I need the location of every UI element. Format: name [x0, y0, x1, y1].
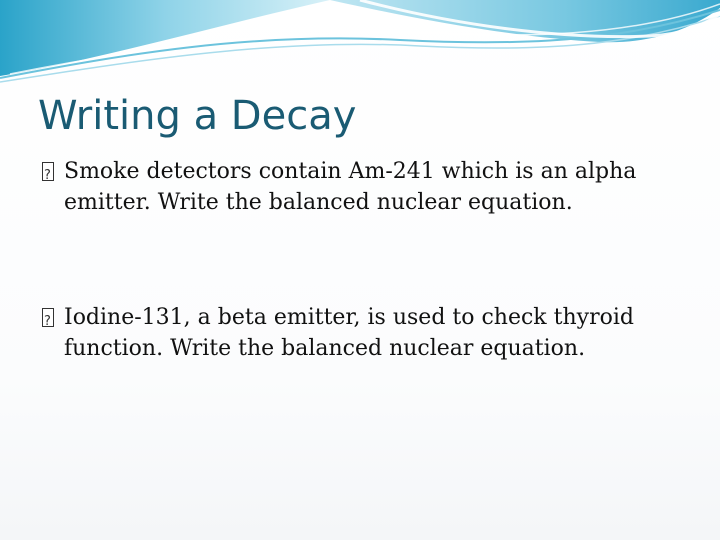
bullet-text: Iodine-131, a beta emitter, is used to check thyroid function. Write the balanced nuclear equation. [64, 305, 634, 361]
bullet-text: Smoke detectors contain Am-241 which is an alpha emitter. Write the balanced nuclear equation. [64, 159, 637, 215]
header-wave-decoration [0, 0, 720, 90]
bullet-item [42, 156, 682, 218]
bullet-list [42, 156, 682, 364]
slide-title: Writing a Decay [38, 93, 357, 139]
wave-left [0, 0, 330, 76]
missing-glyph-bullet-icon [42, 308, 54, 327]
bullet-item [42, 302, 682, 364]
missing-glyph-bullet-icon [42, 162, 54, 181]
